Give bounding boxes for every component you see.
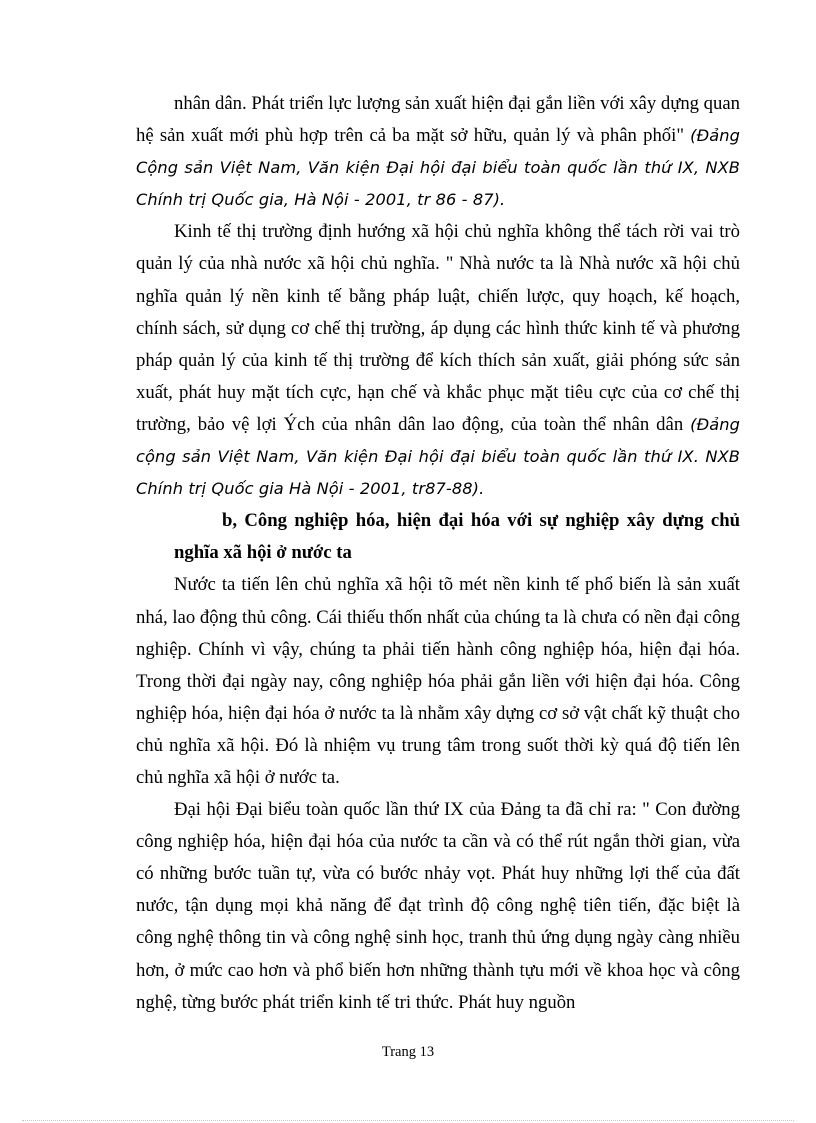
paragraph-1 (136, 88, 740, 216)
paragraph-2-citation: (Đảng cộng sản Việt Nam, Văn kiện Đại hội đại biểu toàn quốc lần thứ IX. NXB Chính trị Quốc gia Hà Nội - 2001, tr87-88). (136, 414, 740, 499)
paragraph-3: Nước ta tiến lên chủ nghĩa xã hội tõ mét nền kinh tế phổ biến là sản xuất nhá, lao động thủ công. Cái thiếu thốn nhất của chúng ta là chưa có nền đại công nghiệp. Chính vì vậy, chúng ta phải tiến hành công nghiệp hóa, hiện đại hóa. Trong thời đại ngày nay, công nghiệp hóa phải gắn liền với hiện đại hóa. Công nghiệp hóa, hiện đại hóa ở nước ta là nhằm xây dựng cơ sở vật chất kỹ thuật cho chủ nghĩa xã hội. Đó là nhiệm vụ trung tâm trong suốt thời kỳ quá độ tiến lên chủ nghĩa xã hội ở nước ta. (136, 574, 740, 788)
paragraph-4: Đại hội Đại biểu toàn quốc lần thứ IX của Đảng ta đã chỉ ra: " Con đường công nghiệp hóa, hiện đại hóa của nước ta cần và có thể rút ngắn thời gian, vừa có những bước tuần tự, vừa có bước nhảy vọt. Phát huy những lợi thế của đất nước, tận dụng mọi khả năng để đạt trình độ công nghệ tiên tiến, đặc biệt là công nghệ thông tin và công nghệ sinh học, tranh thủ ứng dụng ngày càng nhiều hơn, ở mức cao hơn và phổ biến hơn những thành tựu mới về khoa học và công nghệ, từng bước phát triển kinh tế tri thức. Phát huy nguồn (136, 799, 740, 1013)
section-heading: b, Công nghiệp hóa, hiện đại hóa với sự nghiệp xây dựng chủ nghĩa xã hội ở nước ta (174, 510, 740, 564)
page-number: Trang 13 (381, 1044, 435, 1060)
paragraph-1-citation: (Đảng Cộng sản Việt Nam, Văn kiện Đại hội đại biểu toàn quốc lần thứ IX, NXB Chính trị Quốc gia, Hà Nội - 2001, tr 86 - 87). (136, 126, 740, 210)
document-body (136, 88, 740, 1019)
paragraph-1-text: nhân dân. Phát triển lực lượng sản xuất hiện đại gắn liền với xây dựng quan hệ sản xuất mới phù hợp trên cả ba mặt sở hữu, quản lý và phân phối" (136, 93, 741, 147)
paragraph-2-text: Kinh tế thị trường định hướng xã hội chủ nghĩa không thể tách rời vai trò quản lý của nhà nước xã hội chủ nghĩa. " Nhà nước ta là Nhà nước xã hội chủ nghĩa quản lý nền kinh tế bằng pháp luật, chiến lược, quy hoạch, kế hoạch, chính sách, sử dụng cơ chế thị trường, áp dụng các hình thức kinh tế và phương pháp quản lý của kinh tế thị trường để kích thích sản xuất, giải phóng sức sản xuất, phát huy mặt tích cực, hạn chế và khắc phục mặt tiêu cực của cơ chế thị trường, bảo vệ lợi Ých của nhân dân lao động, của toàn thể nhân dân (136, 221, 740, 435)
page-bottom-divider (22, 1120, 794, 1121)
paragraph-2 (136, 216, 740, 505)
